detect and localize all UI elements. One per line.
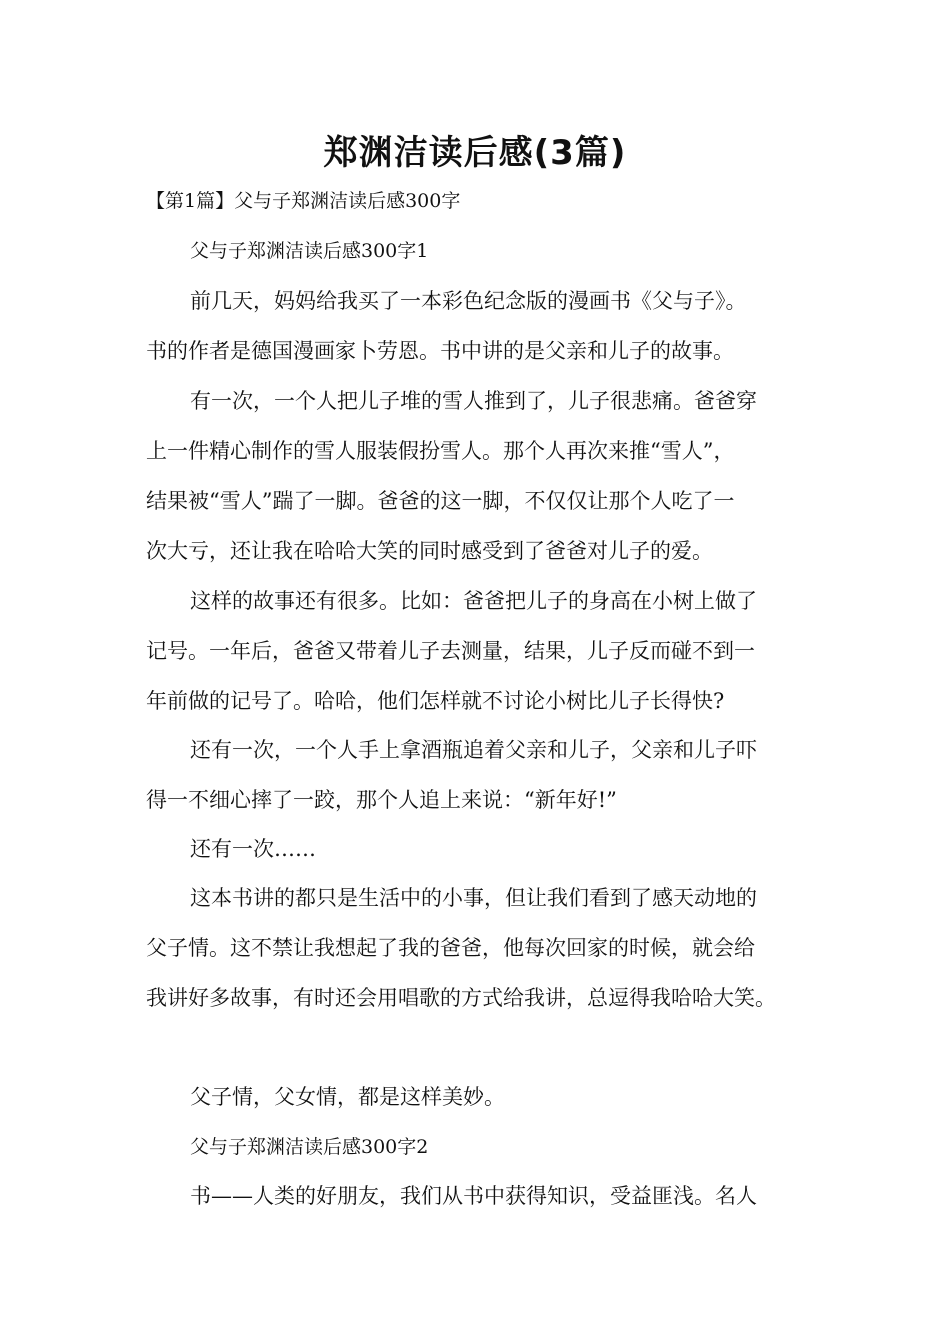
paragraph-line: 上一件精心制作的雪人服装假扮雪人。那个人再次来推“雪人”， (146, 439, 735, 463)
paragraph-line: 结果被“雪人”踹了一脚。爸爸的这一脚，不仅仅让那个人吃了一 (146, 489, 735, 513)
paragraph-line: 我讲好多故事，有时还会用唱歌的方式给我讲，总逗得我哈哈大笑。 (146, 986, 776, 1010)
paragraph-line: 书的作者是德国漫画家卜劳恩。书中讲的是父亲和儿子的故事。 (146, 339, 734, 363)
paragraph-line: 有一次，一个人把儿子堆的雪人推到了，儿子很悲痛。爸爸穿 (190, 389, 757, 413)
paragraph-line: 记号。一年后，爸爸又带着儿子去测量，结果，儿子反而碰不到一 (146, 639, 755, 663)
paragraph-line: 父子情。这不禁让我想起了我的爸爸，他每次回家的时候，就会给 (146, 936, 755, 960)
paragraph-line: 得一不细心摔了一跤，那个人追上来说：“新年好!” (146, 788, 617, 812)
paragraph-line: 年前做的记号了。哈哈，他们怎样就不讨论小树比儿子长得快? (146, 689, 725, 713)
paragraph-line: 次大亏，还让我在哈哈大笑的同时感受到了爸爸对儿子的爱。 (146, 539, 713, 563)
paragraph-line: 这样的故事还有很多。比如：爸爸把儿子的身高在小树上做了 (190, 589, 757, 613)
subheading: 父与子郑渊洁读后感300字2 (190, 1136, 429, 1158)
paragraph-line: 还有一次，一个人手上拿酒瓶追着父亲和儿子，父亲和儿子吓 (190, 738, 757, 762)
paragraph-line: 前几天，妈妈给我买了一本彩色纪念版的漫画书《父与子》。 (190, 289, 747, 313)
document-title: 郑渊洁读后感(3篇) (323, 133, 627, 173)
paragraph-line: 还有一次…… (190, 837, 316, 861)
paragraph-line: 父子情，父女情，都是这样美妙。 (190, 1085, 505, 1109)
section-heading: 【第1篇】父与子郑渊洁读后感300字 (146, 190, 461, 212)
paragraph-line: 书——人类的好朋友，我们从书中获得知识，受益匪浅。名人 (190, 1184, 757, 1208)
paragraph-line: 这本书讲的都只是生活中的小事，但让我们看到了感天动地的 (190, 886, 757, 910)
subheading: 父与子郑渊洁读后感300字1 (190, 240, 429, 262)
